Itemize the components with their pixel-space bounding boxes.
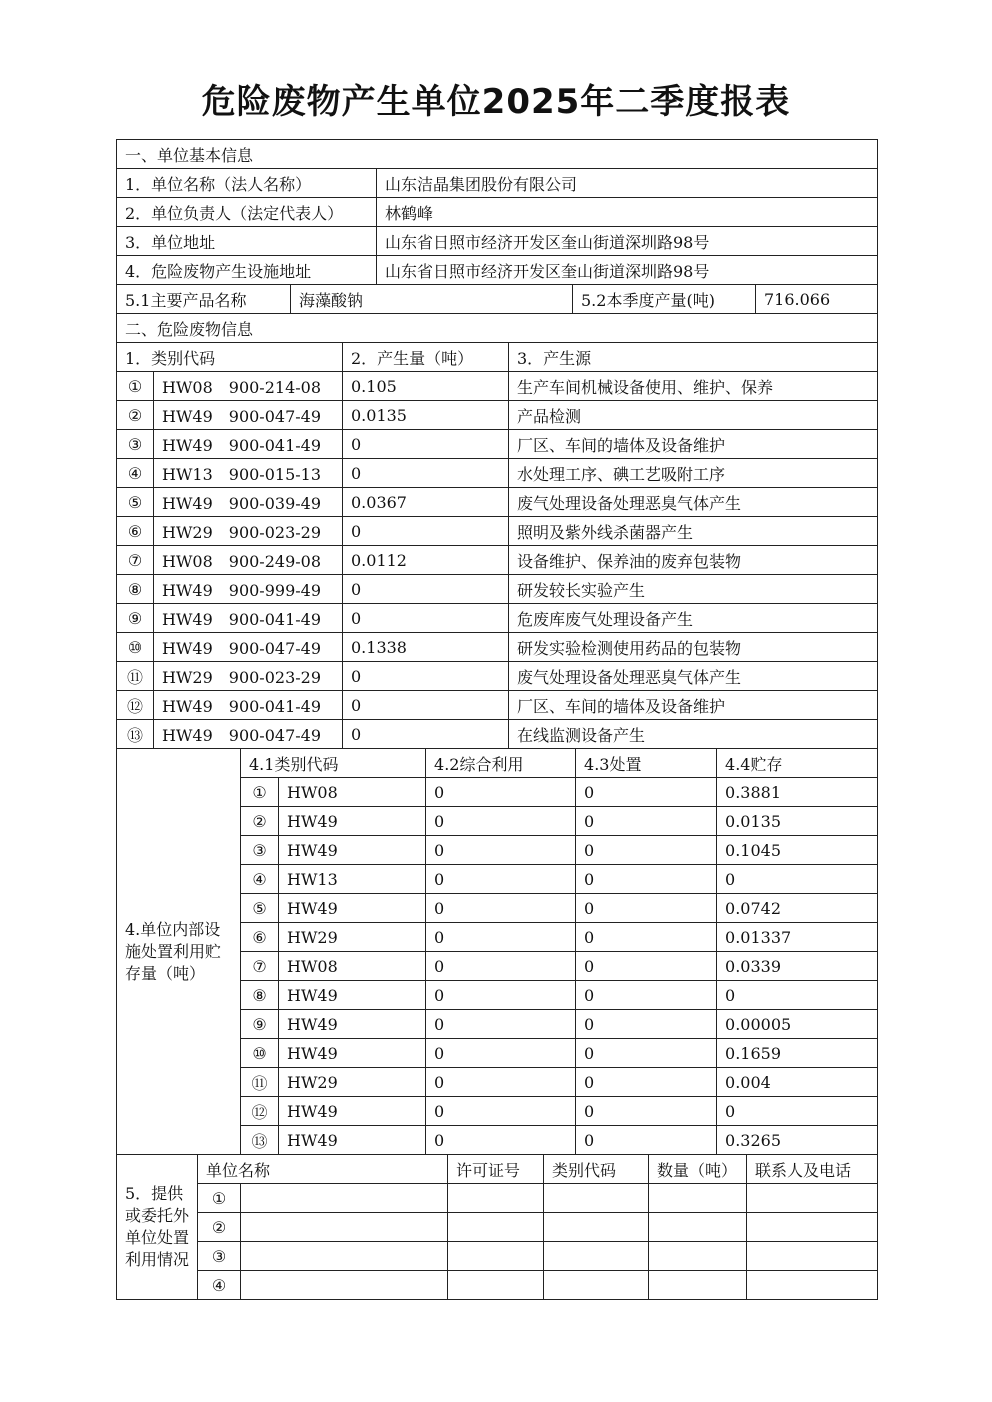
header-category-code: 4.1类别代码 [241, 749, 426, 778]
section5-table [116, 1155, 878, 1300]
source: 设备维护、保养油的废弃包装物 [509, 546, 878, 575]
dispose: 0 [576, 1126, 717, 1155]
amount: 0.0367 [343, 488, 509, 517]
external-row [117, 1184, 878, 1213]
category-code: HW08 900-214-08 [154, 372, 343, 401]
waste-row [117, 662, 878, 691]
product-row [117, 285, 878, 314]
waste-row [117, 430, 878, 459]
unit-name-cell [241, 1213, 448, 1242]
amount: 0 [343, 691, 509, 720]
section2-table [116, 343, 878, 749]
amount: 0 [343, 517, 509, 546]
dispose: 0 [576, 1039, 717, 1068]
waste-row [117, 691, 878, 720]
header-reuse: 4.2综合利用 [426, 749, 576, 778]
category-code: HW49 [279, 894, 426, 923]
reuse: 0 [426, 1097, 576, 1126]
category-code: HW49 [279, 807, 426, 836]
contact-cell [747, 1242, 878, 1271]
store: 0 [717, 865, 878, 894]
dispose: 0 [576, 778, 717, 807]
category-code: HW49 [279, 836, 426, 865]
source: 废气处理设备处理恶臭气体产生 [509, 662, 878, 691]
contact-cell [747, 1271, 878, 1300]
category-code: HW13 900-015-13 [154, 459, 343, 488]
source: 在线监测设备产生 [509, 720, 878, 749]
dispose: 0 [576, 1068, 717, 1097]
source: 厂区、车间的墙体及设备维护 [509, 430, 878, 459]
category-code: HW49 [279, 1039, 426, 1068]
category-code-cell [544, 1184, 649, 1213]
category-code: HW49 900-047-49 [154, 401, 343, 430]
waste-row [117, 546, 878, 575]
info-row [117, 198, 878, 227]
store: 0 [717, 981, 878, 1010]
store: 0.0135 [717, 807, 878, 836]
category-code: HW49 900-047-49 [154, 633, 343, 662]
reuse: 0 [426, 836, 576, 865]
product-label: 5.1主要产品名称 [117, 285, 291, 314]
reuse: 0 [426, 807, 576, 836]
section1-table [116, 139, 878, 343]
row-number: ① [198, 1184, 241, 1213]
category-code: HW29 [279, 923, 426, 952]
info-value: 山东省日照市经济开发区奎山街道深圳路98号 [377, 256, 878, 285]
section1-heading: 一、单位基本信息 [117, 140, 878, 169]
waste-row [117, 372, 878, 401]
header-license: 许可证号 [448, 1155, 544, 1184]
category-code-cell [544, 1242, 649, 1271]
row-number: ⑬ [117, 720, 154, 749]
section5-header-row [117, 1155, 878, 1184]
row-number: ⑬ [241, 1126, 279, 1155]
license-cell [448, 1271, 544, 1300]
store: 0.01337 [717, 923, 878, 952]
output-label: 5.2本季度产量(吨) [573, 285, 756, 314]
header-contact: 联系人及电话 [747, 1155, 878, 1184]
amount: 0.105 [343, 372, 509, 401]
category-code: HW13 [279, 865, 426, 894]
section4-label: 4.单位内部设施处置利用贮存量（吨） [117, 749, 241, 1155]
category-code-cell [544, 1271, 649, 1300]
output-value: 716.066 [756, 285, 878, 314]
unit-name-cell [241, 1271, 448, 1300]
amount: 0 [343, 430, 509, 459]
contact-cell [747, 1184, 878, 1213]
reuse: 0 [426, 1010, 576, 1039]
category-code: HW08 [279, 952, 426, 981]
license-cell [448, 1242, 544, 1271]
row-number: ⑤ [241, 894, 279, 923]
dispose: 0 [576, 865, 717, 894]
store: 0.0339 [717, 952, 878, 981]
waste-row [117, 517, 878, 546]
reuse: 0 [426, 923, 576, 952]
info-row [117, 227, 878, 256]
info-row [117, 256, 878, 285]
row-number: ⑦ [117, 546, 154, 575]
row-number: ① [117, 372, 154, 401]
row-number: ② [117, 401, 154, 430]
info-label: 2．单位负责人（法定代表人） [117, 198, 377, 227]
category-code: HW49 [279, 1097, 426, 1126]
section2-heading-row [117, 314, 878, 343]
row-number: ① [241, 778, 279, 807]
reuse: 0 [426, 865, 576, 894]
source: 危废库废气处理设备产生 [509, 604, 878, 633]
row-number: ⑦ [241, 952, 279, 981]
reuse: 0 [426, 952, 576, 981]
row-number: ⑨ [117, 604, 154, 633]
info-row [117, 169, 878, 198]
category-code-cell [544, 1213, 649, 1242]
row-number: ⑤ [117, 488, 154, 517]
product-value: 海藻酸钠 [291, 285, 573, 314]
row-number: ③ [117, 430, 154, 459]
external-row [117, 1242, 878, 1271]
quantity-cell [649, 1242, 747, 1271]
category-code: HW49 900-041-49 [154, 430, 343, 459]
dispose: 0 [576, 952, 717, 981]
row-number: ⑪ [241, 1068, 279, 1097]
category-code: HW49 [279, 981, 426, 1010]
amount: 0 [343, 720, 509, 749]
store: 0 [717, 1097, 878, 1126]
category-code: HW08 [279, 778, 426, 807]
row-number: ⑨ [241, 1010, 279, 1039]
amount: 0 [343, 604, 509, 633]
section2-heading: 二、危险废物信息 [117, 314, 878, 343]
info-value: 山东洁晶集团股份有限公司 [377, 169, 878, 198]
reuse: 0 [426, 1039, 576, 1068]
amount: 0.0135 [343, 401, 509, 430]
store: 0.00005 [717, 1010, 878, 1039]
header-quantity: 数量（吨） [649, 1155, 747, 1184]
amount: 0.0112 [343, 546, 509, 575]
source: 照明及紫外线杀菌器产生 [509, 517, 878, 546]
dispose: 0 [576, 807, 717, 836]
source: 产品检测 [509, 401, 878, 430]
category-code: HW29 900-023-29 [154, 662, 343, 691]
source: 研发实验检测使用药品的包装物 [509, 633, 878, 662]
category-code: HW49 900-039-49 [154, 488, 343, 517]
waste-row [117, 459, 878, 488]
report-table [116, 139, 877, 1300]
row-number: ⑪ [117, 662, 154, 691]
header-store: 4.4贮存 [717, 749, 878, 778]
source: 厂区、车间的墙体及设备维护 [509, 691, 878, 720]
external-row [117, 1213, 878, 1242]
unit-name-cell [241, 1242, 448, 1271]
row-number: ③ [198, 1242, 241, 1271]
amount: 0 [343, 459, 509, 488]
row-number: ⑧ [241, 981, 279, 1010]
contact-cell [747, 1213, 878, 1242]
reuse: 0 [426, 1068, 576, 1097]
info-label: 4．危险废物产生设施地址 [117, 256, 377, 285]
quantity-cell [649, 1184, 747, 1213]
source: 废气处理设备处理恶臭气体产生 [509, 488, 878, 517]
row-number: ⑥ [117, 517, 154, 546]
header-dispose: 4.3处置 [576, 749, 717, 778]
section4-table [116, 749, 878, 1155]
header-category-code: 类别代码 [544, 1155, 649, 1184]
source: 生产车间机械设备使用、维护、保养 [509, 372, 878, 401]
section5-label: 5．提供或委托外单位处置利用情况 [117, 1155, 198, 1300]
store: 0.1045 [717, 836, 878, 865]
waste-row [117, 401, 878, 430]
waste-row [117, 488, 878, 517]
category-code: HW08 900-249-08 [154, 546, 343, 575]
amount: 0 [343, 575, 509, 604]
category-code: HW49 [279, 1010, 426, 1039]
waste-row [117, 604, 878, 633]
row-number: ④ [117, 459, 154, 488]
store: 0.0742 [717, 894, 878, 923]
waste-row [117, 575, 878, 604]
amount: 0 [343, 662, 509, 691]
page-title: 危险废物产生单位2025年二季度报表 [201, 82, 791, 122]
header-category-code: 1．类别代码 [117, 343, 343, 372]
row-number: ⑫ [117, 691, 154, 720]
quantity-cell [649, 1271, 747, 1300]
unit-name-cell [241, 1184, 448, 1213]
store: 0.1659 [717, 1039, 878, 1068]
dispose: 0 [576, 894, 717, 923]
dispose: 0 [576, 923, 717, 952]
category-code: HW29 900-023-29 [154, 517, 343, 546]
store: 0.3881 [717, 778, 878, 807]
external-row [117, 1271, 878, 1300]
row-number: ② [241, 807, 279, 836]
waste-row [117, 720, 878, 749]
license-cell [448, 1184, 544, 1213]
amount: 0.1338 [343, 633, 509, 662]
header-source: 3．产生源 [509, 343, 878, 372]
row-number: ④ [241, 865, 279, 894]
info-value: 山东省日照市经济开发区奎山街道深圳路98号 [377, 227, 878, 256]
row-number: ⑩ [117, 633, 154, 662]
row-number: ② [198, 1213, 241, 1242]
row-number: ④ [198, 1271, 241, 1300]
category-code: HW49 900-041-49 [154, 691, 343, 720]
reuse: 0 [426, 894, 576, 923]
row-number: ③ [241, 836, 279, 865]
quantity-cell [649, 1213, 747, 1242]
reuse: 0 [426, 981, 576, 1010]
info-label: 3．单位地址 [117, 227, 377, 256]
category-code: HW49 900-999-49 [154, 575, 343, 604]
category-code: HW49 900-047-49 [154, 720, 343, 749]
info-value: 林鹤峰 [377, 198, 878, 227]
reuse: 0 [426, 778, 576, 807]
row-number: ⑥ [241, 923, 279, 952]
store: 0.004 [717, 1068, 878, 1097]
source: 水处理工序、碘工艺吸附工序 [509, 459, 878, 488]
header-amount: 2．产生量（吨） [343, 343, 509, 372]
license-cell [448, 1213, 544, 1242]
section1-heading-row [117, 140, 878, 169]
row-number: ⑧ [117, 575, 154, 604]
row-number: ⑩ [241, 1039, 279, 1068]
dispose: 0 [576, 836, 717, 865]
source: 研发较长实验产生 [509, 575, 878, 604]
category-code: HW49 900-041-49 [154, 604, 343, 633]
row-number: ⑫ [241, 1097, 279, 1126]
header-unit-name: 单位名称 [198, 1155, 448, 1184]
dispose: 0 [576, 1097, 717, 1126]
reuse: 0 [426, 1126, 576, 1155]
store: 0.3265 [717, 1126, 878, 1155]
category-code: HW29 [279, 1068, 426, 1097]
section4-header-row [117, 749, 878, 778]
category-code: HW49 [279, 1126, 426, 1155]
dispose: 0 [576, 981, 717, 1010]
section2-header-row [117, 343, 878, 372]
info-label: 1．单位名称（法人名称） [117, 169, 377, 198]
dispose: 0 [576, 1010, 717, 1039]
waste-row [117, 633, 878, 662]
